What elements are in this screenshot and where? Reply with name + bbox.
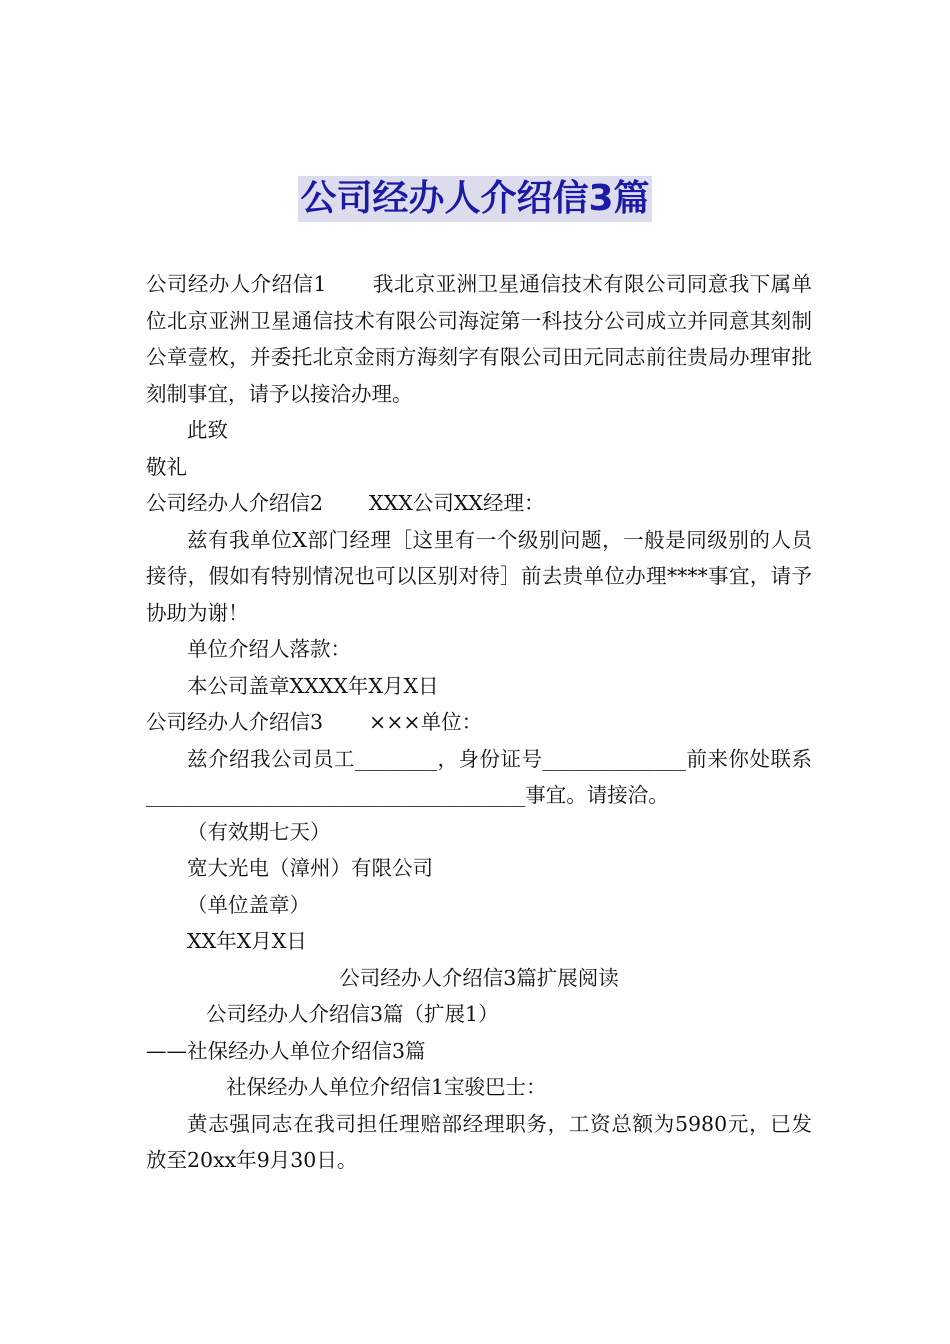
letter2-salutation: XXX公司XX经理： <box>369 491 545 515</box>
extended-item-body: 黄志强同志在我司担任理赔部经理职务，工资总额为5980元，已发放至20xx年9月30日。 <box>146 1111 812 1172</box>
letter2-heading-line <box>146 485 812 522</box>
letter1-paragraph <box>146 266 812 412</box>
extended-item-heading: 社保经办人单位介绍信1宝骏巴士： <box>226 1075 547 1099</box>
letter3-company: 宽大光电（漳州）有限公司 <box>187 856 433 880</box>
letter3-heading-line <box>146 704 812 741</box>
letter2-heading: 公司经办人介绍信2 <box>146 491 324 515</box>
letter2-body: 兹有我单位X部门经理［这里有一个级别问题，一般是同级别的人员接待，假如有特别情况也可以区别对待］前去贵单位办理****事宜，请予协助为谢！ <box>146 527 812 625</box>
letter3-body: 兹介绍我公司员工________，身份证号______________前来你处联系_____________________________________事宜。请接洽。 <box>146 746 812 807</box>
letter1-closing1: 此致 <box>187 418 228 442</box>
letter3-seal: （单位盖章） <box>187 892 310 917</box>
title-area <box>0 176 950 222</box>
letter2-sign2: 本公司盖章XXXX年X月X日 <box>187 673 439 698</box>
extended-heading: 公司经办人介绍信3篇扩展阅读 <box>339 965 619 990</box>
extended-sub1: 公司经办人介绍信3篇（扩展1） <box>206 1002 499 1026</box>
letter2-sign1: 单位介绍人落款： <box>187 637 351 661</box>
extended-sub2: ——社保经办人单位介绍信3篇 <box>146 1038 426 1063</box>
letter3-salutation: ×××单位： <box>369 710 483 734</box>
letter1-heading: 公司经办人介绍信1 <box>146 272 327 296</box>
letter1-closing2: 敬礼 <box>146 454 187 479</box>
document-body <box>146 266 812 1179</box>
letter1-body: 我北京亚洲卫星通信技术有限公司同意我下属单位北京亚洲卫星通信技术有限公司海淀第一科技分公司成立并同意其刻制公章壹枚，并委托北京金雨方海刻字有限公司田元同志前往贵局办理审批刻制事宜，请予以接洽办理。 <box>146 272 813 406</box>
letter3-heading: 公司经办人介绍信3 <box>146 710 324 734</box>
letter3-date: XX年X月X日 <box>187 929 307 953</box>
document-title: 公司经办人介绍信3篇 <box>298 176 651 222</box>
letter3-validity: （有效期七天） <box>187 819 331 844</box>
